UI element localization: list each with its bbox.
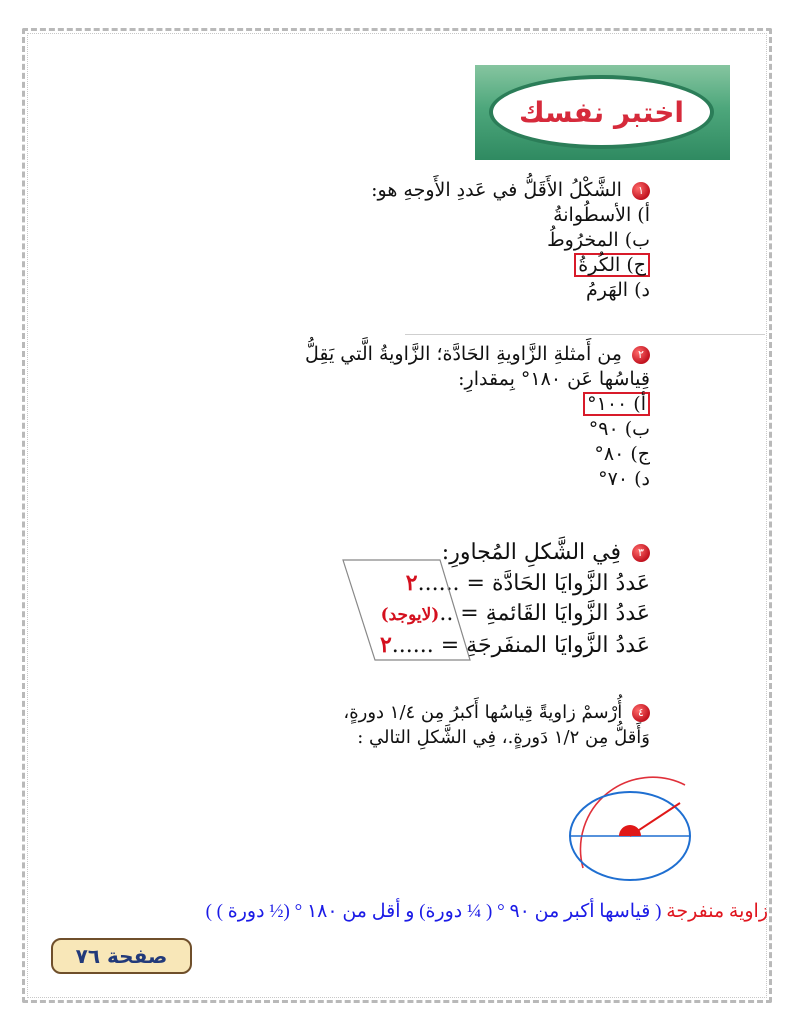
question-1: [371, 178, 650, 303]
page-number-box: [51, 938, 192, 974]
option-a-selected: أ) ١٠٠°: [583, 392, 650, 416]
question-2: [305, 342, 650, 492]
answer-red: زاوية منفرجة: [666, 901, 768, 922]
question-number-badge: ٢: [632, 346, 650, 364]
option-b: ب) المخرُوطُ: [547, 229, 650, 251]
question-4: [343, 700, 650, 750]
title-oval: [489, 75, 714, 149]
option-b: ب) ٩٠°: [588, 418, 650, 440]
question-prompt-line2: وَأَقلُّ مِن ١/٢ دَورةٍ.، فِي الشَّكلِ التالي :: [357, 727, 650, 748]
option-d: د) ٧٠°: [598, 468, 650, 490]
question-prompt: مِن أَمثلةِ الزَّاويةِ الحَادَّة؛ الزَّاويةُ الَّتي يَقِلُّ: [304, 343, 622, 365]
option-a: أ) الأسطُوانةُ: [553, 204, 650, 226]
title-banner: [475, 65, 730, 160]
question-number-badge: ١: [632, 182, 650, 200]
rhombus-figure: [340, 555, 475, 665]
obtuse-count-label: عَددُ الزَّوايَا المنفَرجَةِ = ......: [391, 633, 650, 658]
acute-count-label: عَددُ الزَّوايَا الحَادَّة = ......: [417, 571, 650, 596]
acute-count-answer: ٢: [405, 570, 418, 596]
right-count-answer: (لايوجد): [380, 605, 440, 625]
divider: [405, 334, 765, 335]
page-title: اختبر نفسك: [518, 95, 685, 129]
angle-ray: [630, 803, 680, 836]
answer-blue: ( قياسها أكبر من ٩٠ ° ( ¼ دورة) و أقل من ١٨٠ ° (½ دورة ) ): [205, 901, 667, 922]
question-number-badge: ٤: [632, 704, 650, 722]
page-number: صفحة ٧٦: [75, 944, 168, 968]
right-count-label: عَددُ الزَّوايَا القَائمةِ = ..: [439, 601, 650, 626]
angle-drawing: [545, 773, 705, 885]
obtuse-count-answer: ٢: [379, 632, 392, 658]
answer-note: [78, 900, 768, 923]
option-c: ج) ٨٠°: [594, 443, 650, 465]
red-arc: [581, 777, 685, 868]
question-prompt: فِي الشَّكلِ المُجاورِ:: [441, 540, 621, 565]
question-prompt: أُرْسمْ زاويةً قِياسُها أَكبرُ مِن ١/٤ دورةٍ،: [343, 702, 623, 723]
option-c-selected: ج) الكُرةُ: [574, 253, 650, 277]
option-d: د) الهَرمُ: [586, 279, 650, 301]
question-number-badge: ٣: [632, 544, 650, 562]
question-prompt: الشَّكْلُ الأَقَلُّ في عَددِ الأَوجهِ هو:: [371, 179, 622, 201]
question-prompt-line2: قِياسُها عَن ١٨٠° بِمقدارِ:: [458, 368, 650, 390]
